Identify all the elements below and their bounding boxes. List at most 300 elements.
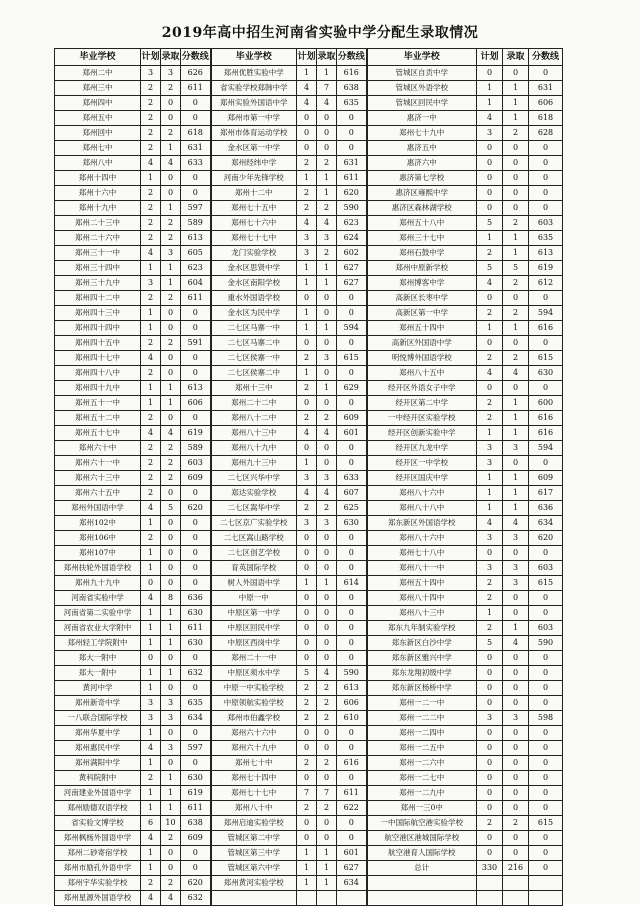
cutoff-cell: 0	[337, 651, 367, 666]
admitted-cell: 0	[317, 396, 337, 411]
cutoff-cell: 633	[181, 156, 211, 171]
admitted-cell: 2	[161, 216, 181, 231]
cutoff-cell: 624	[337, 231, 367, 246]
plan-cell: 0	[297, 771, 317, 786]
admitted-cell: 3	[317, 351, 337, 366]
table-row	[55, 606, 563, 621]
school-cell: 郑州博客中学	[367, 276, 477, 291]
school-cell: 郑州满阳中学	[55, 756, 141, 771]
cutoff-cell: 605	[181, 246, 211, 261]
admitted-cell: 3	[161, 741, 181, 756]
plan-cell: 1	[297, 576, 317, 591]
cutoff-cell: 622	[337, 801, 367, 816]
cutoff-cell: 635	[529, 231, 563, 246]
school-cell: 郑州七十四中	[211, 771, 297, 786]
plan-cell: 2	[297, 156, 317, 171]
plan-cell: 330	[477, 861, 503, 876]
plan-cell: 0	[297, 546, 317, 561]
plan-cell: 2	[141, 531, 161, 546]
cutoff-cell: 0	[529, 726, 563, 741]
cutoff-cell: 0	[181, 756, 211, 771]
admitted-cell: 0	[317, 606, 337, 621]
admitted-cell: 0	[161, 306, 181, 321]
admitted-cell: 5	[503, 261, 529, 276]
cutoff-cell: 625	[337, 501, 367, 516]
cutoff-cell: 603	[529, 621, 563, 636]
cutoff-cell: 634	[529, 516, 563, 531]
admitted-cell: 1	[503, 471, 529, 486]
plan-cell: 1	[141, 681, 161, 696]
admitted-cell: 0	[317, 456, 337, 471]
admitted-cell: 0	[317, 726, 337, 741]
school-cell: 中原区须水中学	[211, 666, 297, 681]
cutoff-cell: 0	[181, 516, 211, 531]
cutoff-cell: 0	[337, 396, 367, 411]
admitted-cell: 1	[503, 486, 529, 501]
admitted-cell: 0	[503, 666, 529, 681]
admitted-cell: 2	[317, 696, 337, 711]
admitted-cell: 0	[503, 381, 529, 396]
school-cell: 二七区马寨二中	[211, 336, 297, 351]
admitted-cell: 0	[503, 291, 529, 306]
admitted-cell: 0	[317, 561, 337, 576]
cutoff-cell: 630	[181, 771, 211, 786]
cutoff-cell: 635	[337, 96, 367, 111]
plan-cell: 2	[477, 591, 503, 606]
cutoff-cell: 620	[337, 186, 367, 201]
plan-cell	[297, 891, 317, 906]
plan-cell: 2	[477, 351, 503, 366]
cutoff-cell: 611	[181, 621, 211, 636]
plan-cell: 2	[141, 186, 161, 201]
table-row	[55, 336, 563, 351]
school-cell: 黄河中学	[55, 681, 141, 696]
admitted-cell: 7	[317, 786, 337, 801]
cutoff-cell: 589	[181, 216, 211, 231]
school-cell: 郑州二十一中	[211, 651, 297, 666]
cutoff-cell: 611	[337, 786, 367, 801]
admitted-cell: 0	[161, 546, 181, 561]
school-cell: 郑州中原新学校	[367, 261, 477, 276]
admitted-cell: 1	[317, 276, 337, 291]
cutoff-cell: 0	[529, 861, 563, 876]
school-cell: 二七区创艺学校	[211, 546, 297, 561]
school-cell: 郑州六十六中	[211, 726, 297, 741]
table-row	[55, 66, 563, 81]
admitted-cell: 1	[317, 171, 337, 186]
admitted-cell: 2	[317, 411, 337, 426]
plan-cell: 4	[141, 501, 161, 516]
cutoff-cell: 0	[181, 306, 211, 321]
header-school: 毕业学校	[367, 49, 477, 66]
cutoff-cell: 638	[337, 81, 367, 96]
header-school: 毕业学校	[211, 49, 297, 66]
admitted-cell: 1	[161, 621, 181, 636]
school-cell: 郑州一二二中	[367, 711, 477, 726]
table-row	[55, 891, 563, 906]
admitted-cell: 2	[317, 156, 337, 171]
cutoff-cell: 0	[337, 621, 367, 636]
plan-cell: 4	[297, 486, 317, 501]
admitted-cell: 8	[161, 591, 181, 606]
table-row	[55, 471, 563, 486]
plan-cell: 0	[297, 441, 317, 456]
school-cell: 郑州市体育运动学校	[211, 126, 297, 141]
school-cell: 郑州启迪实验学校	[211, 816, 297, 831]
school-cell: 郑州宇华实验学校	[55, 876, 141, 891]
cutoff-cell: 0	[529, 381, 563, 396]
cutoff-cell: 0	[529, 186, 563, 201]
school-cell: 郑东新区外国语学校	[367, 516, 477, 531]
school-cell: 郑州四十八中	[55, 366, 141, 381]
cutoff-cell: 0	[181, 171, 211, 186]
table-row	[55, 741, 563, 756]
admitted-cell: 2	[161, 456, 181, 471]
cutoff-cell: 613	[181, 381, 211, 396]
school-cell: 郑州五十四中	[367, 321, 477, 336]
plan-cell: 0	[297, 141, 317, 156]
cutoff-cell: 631	[529, 81, 563, 96]
table-row	[55, 681, 563, 696]
school-cell: 郑东新区杨桥中学	[367, 681, 477, 696]
admitted-cell: 0	[317, 126, 337, 141]
cutoff-cell: 611	[181, 291, 211, 306]
plan-cell: 1	[477, 606, 503, 621]
cutoff-cell: 0	[181, 861, 211, 876]
cutoff-cell: 618	[529, 111, 563, 126]
header-admitted: 录取	[161, 49, 181, 66]
school-cell: 经开区一中学校	[367, 456, 477, 471]
header-plan: 计划	[141, 49, 161, 66]
admitted-cell: 1	[317, 66, 337, 81]
header-row	[55, 49, 563, 66]
admitted-cell: 2	[317, 801, 337, 816]
plan-cell: 1	[297, 66, 317, 81]
school-cell: 郑州八十二中	[211, 411, 297, 426]
admitted-cell: 0	[161, 861, 181, 876]
plan-cell: 1	[477, 486, 503, 501]
header-plan: 计划	[297, 49, 317, 66]
plan-cell: 2	[477, 621, 503, 636]
school-cell: 省实验文博学校	[55, 816, 141, 831]
plan-cell: 3	[141, 711, 161, 726]
school-cell: 一八联合国际学校	[55, 711, 141, 726]
school-cell: 郑州四十九中	[55, 381, 141, 396]
school-cell: 育英国际学校	[211, 561, 297, 576]
table-row	[55, 651, 563, 666]
school-cell: 郑州星源外国语学校	[55, 891, 141, 906]
table-row	[55, 396, 563, 411]
plan-cell: 2	[141, 486, 161, 501]
plan-cell: 2	[477, 576, 503, 591]
cutoff-cell: 0	[181, 651, 211, 666]
admitted-cell: 0	[317, 546, 337, 561]
table-row	[55, 501, 563, 516]
admitted-cell: 1	[317, 321, 337, 336]
admitted-cell: 1	[161, 201, 181, 216]
cutoff-cell: 607	[337, 486, 367, 501]
admitted-cell: 0	[161, 681, 181, 696]
plan-cell: 2	[297, 201, 317, 216]
plan-cell: 5	[477, 636, 503, 651]
plan-cell: 1	[297, 861, 317, 876]
school-cell: 二七区兴华中学	[211, 471, 297, 486]
table-row	[55, 801, 563, 816]
admitted-cell: 0	[161, 576, 181, 591]
school-cell: 郑东新区白沙中学	[367, 636, 477, 651]
admitted-cell: 0	[503, 156, 529, 171]
admitted-cell: 1	[161, 606, 181, 621]
admitted-cell: 1	[161, 636, 181, 651]
cutoff-cell: 0	[529, 771, 563, 786]
cutoff-cell: 614	[337, 576, 367, 591]
cutoff-cell: 636	[529, 501, 563, 516]
plan-cell: 1	[297, 876, 317, 891]
plan-cell: 0	[477, 771, 503, 786]
admitted-cell: 2	[317, 246, 337, 261]
plan-cell: 2	[141, 111, 161, 126]
admitted-cell: 0	[503, 186, 529, 201]
plan-cell: 0	[477, 741, 503, 756]
admitted-cell: 0	[503, 651, 529, 666]
cutoff-cell: 632	[181, 666, 211, 681]
plan-cell: 2	[477, 306, 503, 321]
plan-cell: 0	[297, 336, 317, 351]
cutoff-cell: 606	[181, 396, 211, 411]
admitted-cell: 0	[503, 201, 529, 216]
admitted-cell: 0	[503, 846, 529, 861]
admitted-cell	[317, 891, 337, 906]
school-cell: 中原一中实验学校	[211, 681, 297, 696]
cutoff-cell: 0	[337, 561, 367, 576]
admitted-cell: 4	[161, 156, 181, 171]
school-cell: 中原区西岗中学	[211, 636, 297, 651]
plan-cell: 4	[477, 366, 503, 381]
plan-cell: 1	[141, 561, 161, 576]
admitted-cell: 0	[503, 771, 529, 786]
school-cell: 郑州经纬中学	[211, 156, 297, 171]
cutoff-cell: 0	[337, 336, 367, 351]
plan-cell: 1	[141, 786, 161, 801]
school-cell	[367, 876, 477, 891]
cutoff-cell: 0	[529, 291, 563, 306]
admitted-cell	[503, 891, 529, 906]
header-admitted: 录取	[317, 49, 337, 66]
table-row	[55, 246, 563, 261]
school-cell: 高新区第一中学	[367, 306, 477, 321]
admitted-cell: 2	[161, 831, 181, 846]
plan-cell: 2	[297, 501, 317, 516]
plan-cell: 0	[477, 171, 503, 186]
admitted-cell: 0	[317, 741, 337, 756]
plan-cell: 1	[141, 306, 161, 321]
table-row	[55, 876, 563, 891]
cutoff-cell: 0	[181, 321, 211, 336]
cutoff-cell: 634	[181, 711, 211, 726]
school-cell: 明悦博外国语学校	[367, 351, 477, 366]
cutoff-cell: 0	[337, 111, 367, 126]
table-row	[55, 861, 563, 876]
school-cell: 郑州二十六中	[55, 231, 141, 246]
cutoff-cell: 616	[529, 321, 563, 336]
admitted-cell: 3	[503, 711, 529, 726]
plan-cell: 0	[297, 816, 317, 831]
plan-cell: 3	[141, 276, 161, 291]
school-cell: 郑州三十四中	[55, 261, 141, 276]
school-cell: 一中经开区实验学校	[367, 411, 477, 426]
admitted-cell: 2	[161, 231, 181, 246]
table-row	[55, 261, 563, 276]
cutoff-cell: 0	[529, 831, 563, 846]
school-cell: 郑达实验学校	[211, 486, 297, 501]
cutoff-cell: 0	[181, 726, 211, 741]
table-row	[55, 666, 563, 681]
admitted-cell: 4	[503, 636, 529, 651]
cutoff-cell: 635	[181, 696, 211, 711]
admitted-cell: 3	[503, 561, 529, 576]
cutoff-cell: 0	[529, 141, 563, 156]
admitted-cell: 5	[161, 501, 181, 516]
cutoff-cell: 632	[181, 891, 211, 906]
school-cell: 总计	[367, 861, 477, 876]
cutoff-cell: 597	[181, 741, 211, 756]
admitted-cell: 0	[317, 111, 337, 126]
plan-cell: 2	[141, 441, 161, 456]
plan-cell: 1	[477, 501, 503, 516]
cutoff-cell: 627	[337, 276, 367, 291]
plan-cell: 5	[477, 261, 503, 276]
table-row	[55, 591, 563, 606]
cutoff-cell: 0	[529, 171, 563, 186]
plan-cell: 4	[141, 246, 161, 261]
table-row	[55, 381, 563, 396]
admitted-cell: 2	[503, 351, 529, 366]
cutoff-cell: 627	[337, 861, 367, 876]
plan-cell: 5	[297, 666, 317, 681]
cutoff-cell: 598	[529, 711, 563, 726]
cutoff-cell: 615	[529, 576, 563, 591]
plan-cell: 0	[297, 591, 317, 606]
cutoff-cell: 0	[181, 561, 211, 576]
admitted-cell: 0	[161, 531, 181, 546]
plan-cell: 0	[477, 141, 503, 156]
admitted-cell: 0	[317, 336, 337, 351]
plan-cell: 3	[141, 66, 161, 81]
cutoff-cell: 609	[181, 471, 211, 486]
admitted-cell: 4	[503, 516, 529, 531]
admitted-cell: 0	[317, 441, 337, 456]
plan-cell: 2	[297, 711, 317, 726]
school-cell: 郑州七十七中	[211, 231, 297, 246]
cutoff-cell: 613	[529, 246, 563, 261]
admitted-cell: 0	[317, 591, 337, 606]
school-cell: 经开区国庆中学	[367, 471, 477, 486]
plan-cell: 4	[141, 891, 161, 906]
table-row	[55, 531, 563, 546]
plan-cell: 6	[141, 816, 161, 831]
school-cell: 郑州四十二中	[55, 291, 141, 306]
plan-cell: 1	[141, 621, 161, 636]
admitted-cell: 0	[503, 546, 529, 561]
admitted-cell: 1	[503, 411, 529, 426]
school-cell: 惠济五中	[367, 141, 477, 156]
cutoff-cell: 611	[337, 171, 367, 186]
admitted-cell: 2	[161, 291, 181, 306]
cutoff-cell: 603	[529, 561, 563, 576]
school-cell: 郑州外国语中学	[55, 501, 141, 516]
cutoff-cell: 0	[337, 456, 367, 471]
admitted-cell: 216	[503, 861, 529, 876]
cutoff-cell: 618	[181, 126, 211, 141]
school-cell: 郑州二十二中	[211, 396, 297, 411]
plan-cell: 2	[141, 126, 161, 141]
plan-cell: 2	[297, 381, 317, 396]
cutoff-cell: 623	[337, 216, 367, 231]
table-row	[55, 126, 563, 141]
cutoff-cell: 615	[337, 351, 367, 366]
admitted-cell: 0	[161, 651, 181, 666]
admitted-cell: 0	[161, 561, 181, 576]
plan-cell: 4	[141, 591, 161, 606]
school-cell: 管城区第二中学	[211, 831, 297, 846]
admitted-cell: 3	[317, 471, 337, 486]
plan-cell: 0	[297, 561, 317, 576]
admitted-cell: 2	[503, 216, 529, 231]
document-title: 2019年高中招生河南省实验中学分配生录取情况	[161, 25, 479, 41]
school-cell: 郑州一二四中	[367, 726, 477, 741]
admitted-cell: 1	[317, 576, 337, 591]
table-row	[55, 711, 563, 726]
plan-cell: 1	[141, 261, 161, 276]
table-row	[55, 846, 563, 861]
school-cell: 经开区第二中学	[367, 396, 477, 411]
cutoff-cell: 0	[181, 531, 211, 546]
plan-cell: 2	[141, 471, 161, 486]
cutoff-cell: 609	[181, 831, 211, 846]
cutoff-cell: 619	[529, 261, 563, 276]
school-cell: 郑州一二九中	[367, 786, 477, 801]
cutoff-cell: 0	[529, 846, 563, 861]
plan-cell: 0	[297, 396, 317, 411]
plan-cell: 1	[141, 396, 161, 411]
school-cell: 郑州惠民中学	[55, 741, 141, 756]
school-cell: 郑州七十九中	[367, 126, 477, 141]
cutoff-cell: 0	[181, 96, 211, 111]
admitted-cell: 0	[503, 801, 529, 816]
admitted-cell: 0	[503, 831, 529, 846]
admitted-cell: 1	[161, 381, 181, 396]
admitted-cell: 2	[317, 711, 337, 726]
admitted-cell: 4	[161, 426, 181, 441]
table-row	[55, 291, 563, 306]
plan-cell: 2	[477, 816, 503, 831]
admitted-cell: 0	[317, 366, 337, 381]
plan-cell	[477, 891, 503, 906]
plan-cell: 1	[141, 756, 161, 771]
cutoff-cell: 0	[337, 606, 367, 621]
plan-cell: 4	[141, 741, 161, 756]
plan-cell: 2	[297, 186, 317, 201]
school-cell: 郑州五十一中	[55, 396, 141, 411]
admitted-cell: 0	[161, 96, 181, 111]
admitted-cell: 2	[503, 126, 529, 141]
cutoff-cell: 0	[181, 351, 211, 366]
plan-cell: 0	[477, 786, 503, 801]
table-row	[55, 201, 563, 216]
cutoff-cell: 601	[337, 426, 367, 441]
school-cell: 郑州六十三中	[55, 471, 141, 486]
table-row	[55, 621, 563, 636]
